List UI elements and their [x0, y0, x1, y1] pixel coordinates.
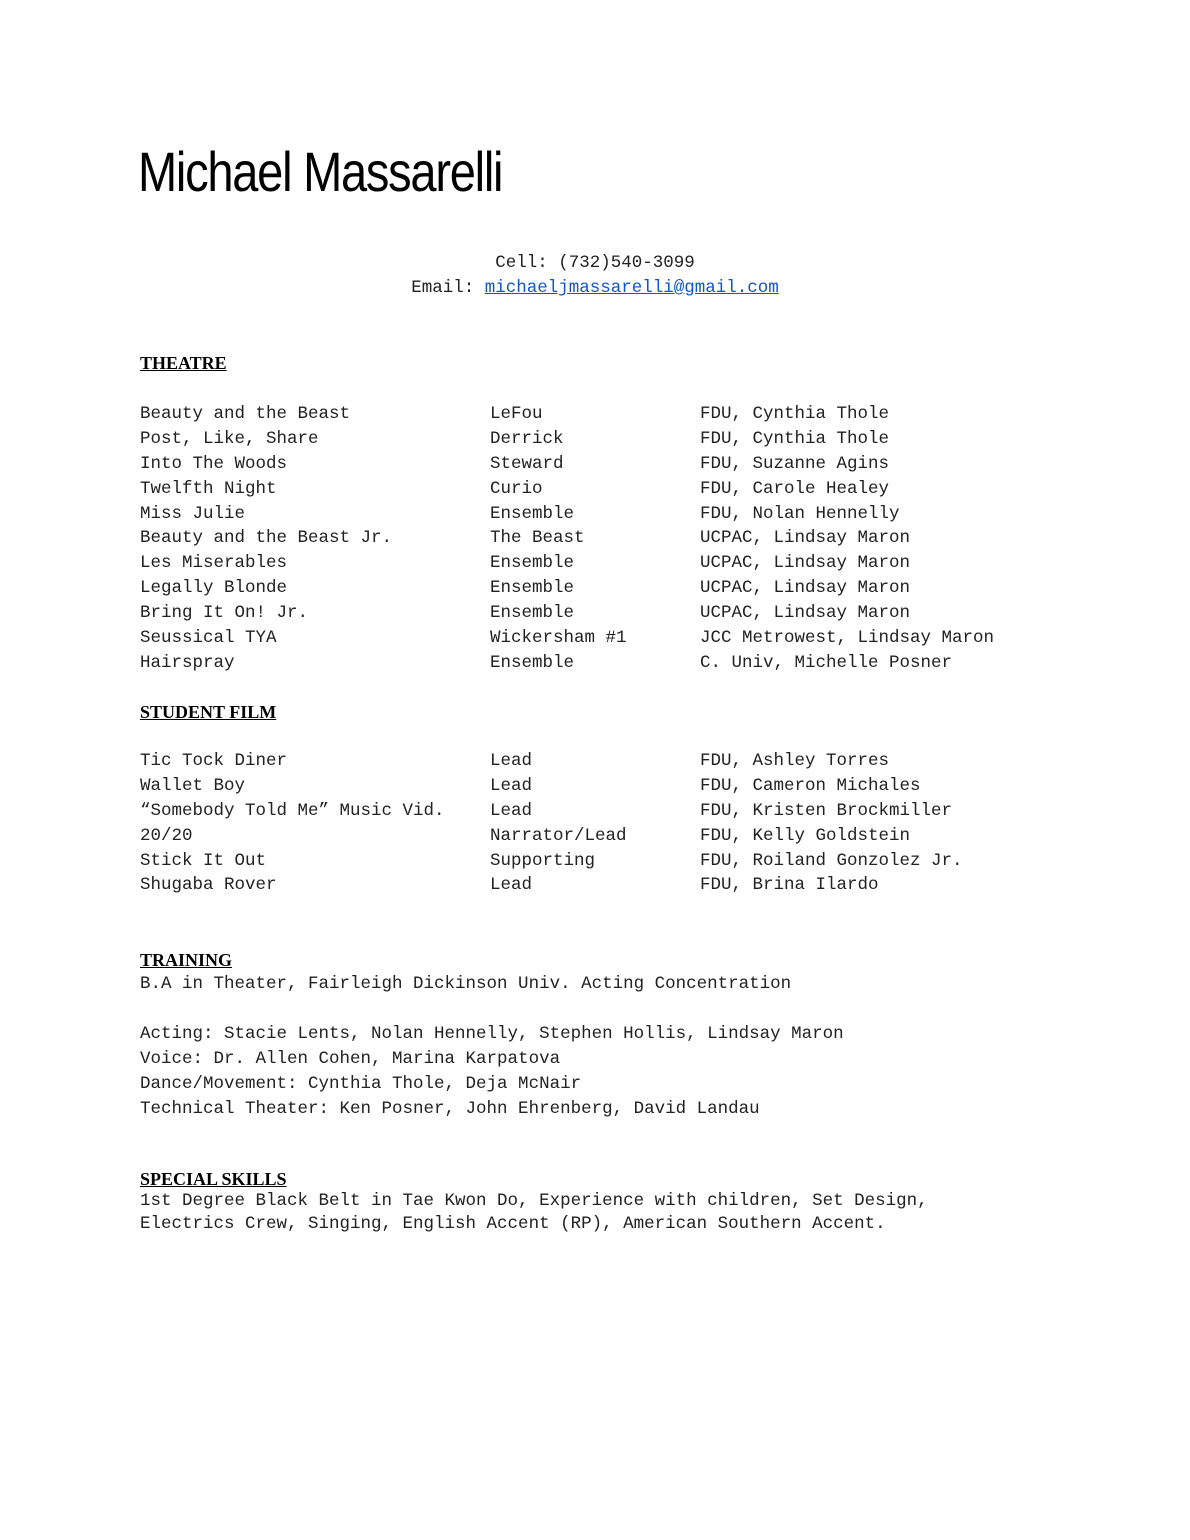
credit-director: FDU, Cynthia Thole — [700, 428, 890, 449]
special-skills-heading: SPECIAL SKILLS — [140, 1169, 287, 1189]
credit-director: FDU, Nolan Hennelly — [700, 503, 900, 524]
cell-number: (732)540-3099 — [558, 253, 695, 273]
credit-director: UCPAC, Lindsay Maron — [700, 553, 911, 574]
training-teacher-line: Acting: Stacie Lents, Nolan Hennelly, Stephen Hollis, Lindsay Maron — [140, 1024, 844, 1044]
special-skills-line: 1st Degree Black Belt in Tae Kwon Do, Experience with children, Set Design, — [140, 1191, 928, 1211]
credit-row — [140, 576, 1090, 601]
credit-row — [140, 477, 1090, 502]
credit-row — [140, 427, 1090, 452]
theatre-heading: THEATRE — [140, 353, 227, 373]
credit-title: Shugaba Rover — [140, 875, 277, 896]
credit-director: FDU, Roiland Gonzolez Jr. — [700, 850, 963, 871]
training-degree: B.A in Theater, Fairleigh Dickinson Univ. Acting Concentration — [140, 974, 792, 994]
credit-title: Miss Julie — [140, 503, 246, 524]
special-skills-line: Electrics Crew, Singing, English Accent (RP), American Southern Accent. — [140, 1213, 886, 1234]
credit-title: 20/20 — [140, 825, 193, 846]
credit-role: Lead — [490, 775, 533, 796]
student-film-credits — [140, 749, 1090, 898]
credit-role: Ensemble — [490, 503, 575, 524]
training-teacher-line: Technical Theater: Ken Posner, John Ehrenberg, David Landau — [140, 1098, 760, 1119]
credit-row — [140, 799, 1090, 824]
credit-row — [140, 626, 1090, 651]
cell-label: Cell: — [495, 253, 559, 273]
credit-director: FDU, Brina Ilardo — [700, 875, 879, 896]
credit-director: FDU, Kelly Goldstein — [700, 825, 911, 846]
email-label: Email: — [411, 278, 485, 298]
credit-row — [140, 526, 1090, 551]
credit-title: Hairspray — [140, 652, 235, 673]
training-teachers — [140, 1022, 844, 1122]
credit-role: Ensemble — [490, 553, 575, 574]
special-skills-text — [140, 1190, 1040, 1235]
credit-director: UCPAC, Lindsay Maron — [700, 603, 911, 624]
contact-cell — [0, 251, 1190, 276]
credit-row — [140, 849, 1090, 874]
credit-row — [140, 651, 1090, 676]
credit-row — [140, 601, 1090, 626]
credit-role: Ensemble — [490, 578, 575, 599]
credit-role: Ensemble — [490, 603, 575, 624]
credit-row — [140, 502, 1090, 527]
training-teacher-line: Voice: Dr. Allen Cohen, Marina Karpatova — [140, 1048, 561, 1069]
credit-director: FDU, Cameron Michales — [700, 775, 921, 796]
credit-role: Wickersham #1 — [490, 628, 627, 649]
credit-director: C. Univ, Michelle Posner — [700, 652, 953, 673]
credit-title: Bring It On! Jr. — [140, 603, 309, 624]
credit-director: UCPAC, Lindsay Maron — [700, 528, 911, 549]
credit-role: Ensemble — [490, 652, 575, 673]
credit-director: JCC Metrowest, Lindsay Maron — [700, 628, 995, 649]
credit-row — [140, 551, 1090, 576]
credit-role: Lead — [490, 875, 533, 896]
credit-row — [140, 873, 1090, 898]
credit-role: Lead — [490, 751, 533, 771]
credit-role: Lead — [490, 800, 533, 821]
credit-row — [140, 749, 1090, 774]
credit-title: Seussical TYA — [140, 628, 277, 649]
credit-title: Twelfth Night — [140, 478, 277, 499]
credit-role: Supporting — [490, 850, 596, 871]
credit-title: Post, Like, Share — [140, 428, 319, 449]
credit-role: Derrick — [490, 428, 564, 449]
credit-role: The Beast — [490, 528, 585, 549]
credit-role: Narrator/Lead — [490, 825, 627, 846]
training-teacher-line: Dance/Movement: Cynthia Thole, Deja McNair — [140, 1073, 582, 1094]
credit-row — [140, 402, 1090, 427]
credit-title: Legally Blonde — [140, 578, 288, 599]
email-link[interactable]: michaeljmassarelli@gmail.com — [484, 278, 779, 298]
credit-title: Into The Woods — [140, 453, 288, 474]
credit-director: UCPAC, Lindsay Maron — [700, 578, 911, 599]
credit-title: Les Miserables — [140, 553, 288, 574]
theatre-credits — [140, 402, 1090, 676]
credit-director: FDU, Kristen Brockmiller — [700, 800, 953, 821]
credit-director: FDU, Suzanne Agins — [700, 453, 890, 474]
training-heading: TRAINING — [140, 950, 233, 970]
credit-title: Wallet Boy — [140, 775, 246, 796]
credit-role: LeFou — [490, 404, 543, 424]
credit-role: Curio — [490, 478, 543, 499]
credit-director: FDU, Carole Healey — [700, 478, 890, 499]
credit-title: Beauty and the Beast — [140, 404, 351, 424]
resume-name: Michael Massarelli — [138, 140, 503, 203]
credit-director: FDU, Cynthia Thole — [700, 404, 890, 424]
credit-role: Steward — [490, 453, 564, 474]
credit-row — [140, 824, 1090, 849]
credit-title: Tic Tock Diner — [140, 751, 288, 771]
credit-title: Beauty and the Beast Jr. — [140, 528, 393, 549]
credit-director: FDU, Ashley Torres — [700, 751, 890, 771]
student-film-heading: STUDENT FILM — [140, 702, 277, 722]
contact-email — [0, 276, 1190, 301]
credit-title: “Somebody Told Me” Music Vid. — [140, 800, 445, 821]
credit-row — [140, 774, 1090, 799]
credit-row — [140, 452, 1090, 477]
credit-title: Stick It Out — [140, 850, 267, 871]
